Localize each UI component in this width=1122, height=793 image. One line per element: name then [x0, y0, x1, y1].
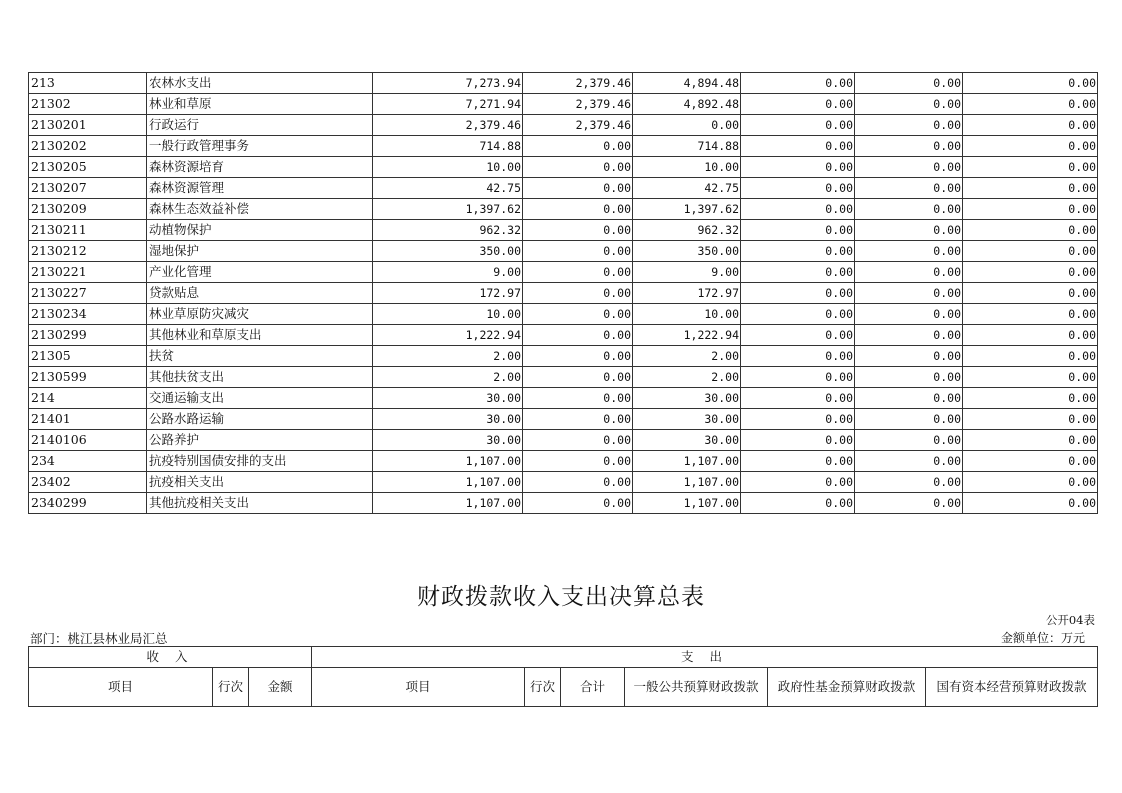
- row-col5: 0.00: [855, 451, 963, 472]
- row-col4: 0.00: [741, 283, 855, 304]
- row-col6: 0.00: [963, 304, 1098, 325]
- row-col6: 0.00: [963, 409, 1098, 430]
- table-row: [29, 346, 1098, 367]
- row-code: 2340299: [29, 493, 147, 514]
- row-col4: 0.00: [741, 493, 855, 514]
- row-col6: 0.00: [963, 73, 1098, 94]
- row-col4: 0.00: [741, 262, 855, 283]
- table-row: [29, 409, 1098, 430]
- col-item-header: 项目: [29, 668, 213, 707]
- row-code: 21302: [29, 94, 147, 115]
- row-col4: 0.00: [741, 199, 855, 220]
- table-row: [29, 157, 1098, 178]
- row-col6: 0.00: [963, 493, 1098, 514]
- row-basic: 0.00: [523, 241, 633, 262]
- table-row: [29, 283, 1098, 304]
- row-project: 1,107.00: [633, 472, 741, 493]
- row-col4: 0.00: [741, 157, 855, 178]
- row-name: 其他扶贫支出: [147, 367, 373, 388]
- row-total: 2,379.46: [373, 115, 523, 136]
- row-col5: 0.00: [855, 157, 963, 178]
- row-project: 172.97: [633, 283, 741, 304]
- row-col5: 0.00: [855, 115, 963, 136]
- row-code: 2130299: [29, 325, 147, 346]
- row-code: 2130201: [29, 115, 147, 136]
- table-row: [29, 451, 1098, 472]
- row-col5: 0.00: [855, 178, 963, 199]
- row-col4: 0.00: [741, 94, 855, 115]
- row-col5: 0.00: [855, 262, 963, 283]
- row-col6: 0.00: [963, 325, 1098, 346]
- table-row: [29, 304, 1098, 325]
- row-col4: 0.00: [741, 409, 855, 430]
- row-total: 30.00: [373, 430, 523, 451]
- row-total: 30.00: [373, 388, 523, 409]
- row-col6: 0.00: [963, 220, 1098, 241]
- table-row: [29, 367, 1098, 388]
- table-row: [29, 94, 1098, 115]
- table-row: [29, 178, 1098, 199]
- row-total: 42.75: [373, 178, 523, 199]
- col-state-capital-header: 国有资本经营预算财政拨款: [926, 668, 1098, 707]
- row-code: 2130207: [29, 178, 147, 199]
- summary-header-table: [28, 646, 1098, 707]
- row-name: 抗疫相关支出: [147, 472, 373, 493]
- row-total: 10.00: [373, 157, 523, 178]
- row-col6: 0.00: [963, 388, 1098, 409]
- table-row: [29, 73, 1098, 94]
- col-total-header: 合计: [561, 668, 625, 707]
- income-header: 收 入: [29, 647, 312, 668]
- row-name: 公路水路运输: [147, 409, 373, 430]
- row-basic: 0.00: [523, 472, 633, 493]
- row-total: 2.00: [373, 346, 523, 367]
- row-project: 10.00: [633, 157, 741, 178]
- row-col6: 0.00: [963, 367, 1098, 388]
- table-row: [29, 241, 1098, 262]
- row-col5: 0.00: [855, 409, 963, 430]
- department-label: 部门：桃江县林业局汇总: [30, 631, 168, 646]
- row-code: 2130599: [29, 367, 147, 388]
- row-col6: 0.00: [963, 346, 1098, 367]
- row-col4: 0.00: [741, 178, 855, 199]
- table-row: [29, 493, 1098, 514]
- row-col5: 0.00: [855, 199, 963, 220]
- row-col5: 0.00: [855, 136, 963, 157]
- row-total: 30.00: [373, 409, 523, 430]
- row-total: 7,271.94: [373, 94, 523, 115]
- row-name: 农林水支出: [147, 73, 373, 94]
- row-code: 2130202: [29, 136, 147, 157]
- row-total: 714.88: [373, 136, 523, 157]
- row-project: 30.00: [633, 430, 741, 451]
- row-project: 350.00: [633, 241, 741, 262]
- row-project: 10.00: [633, 304, 741, 325]
- row-code: 23402: [29, 472, 147, 493]
- row-project: 0.00: [633, 115, 741, 136]
- row-col4: 0.00: [741, 367, 855, 388]
- row-name: 产业化管理: [147, 262, 373, 283]
- row-col4: 0.00: [741, 346, 855, 367]
- row-col5: 0.00: [855, 325, 963, 346]
- row-col6: 0.00: [963, 451, 1098, 472]
- row-basic: 2,379.46: [523, 94, 633, 115]
- row-project: 1,222.94: [633, 325, 741, 346]
- row-basic: 0.00: [523, 367, 633, 388]
- row-total: 7,273.94: [373, 73, 523, 94]
- row-basic: 0.00: [523, 157, 633, 178]
- row-name: 行政运行: [147, 115, 373, 136]
- report-title: 财政拨款收入支出决算总表: [417, 584, 705, 610]
- col-general-budget-header: 一般公共预算财政拨款: [625, 668, 768, 707]
- row-col5: 0.00: [855, 472, 963, 493]
- row-col6: 0.00: [963, 178, 1098, 199]
- expense-header: 支 出: [312, 647, 1098, 668]
- row-project: 2.00: [633, 346, 741, 367]
- row-col5: 0.00: [855, 493, 963, 514]
- row-project: 30.00: [633, 409, 741, 430]
- row-total: 10.00: [373, 304, 523, 325]
- row-project: 30.00: [633, 388, 741, 409]
- row-col6: 0.00: [963, 262, 1098, 283]
- row-col4: 0.00: [741, 220, 855, 241]
- row-total: 962.32: [373, 220, 523, 241]
- row-col4: 0.00: [741, 73, 855, 94]
- row-col5: 0.00: [855, 94, 963, 115]
- row-basic: 0.00: [523, 262, 633, 283]
- row-name: 其他林业和草原支出: [147, 325, 373, 346]
- row-basic: 0.00: [523, 493, 633, 514]
- row-code: 2130212: [29, 241, 147, 262]
- row-col5: 0.00: [855, 283, 963, 304]
- table-row: [29, 325, 1098, 346]
- row-total: 172.97: [373, 283, 523, 304]
- row-basic: 0.00: [523, 388, 633, 409]
- row-col4: 0.00: [741, 304, 855, 325]
- row-basic: 0.00: [523, 451, 633, 472]
- row-code: 21401: [29, 409, 147, 430]
- table-row: [29, 388, 1098, 409]
- col-amount-header: 金额: [249, 668, 312, 707]
- table-row: [29, 220, 1098, 241]
- row-total: 1,107.00: [373, 472, 523, 493]
- row-project: 4,894.48: [633, 73, 741, 94]
- row-total: 9.00: [373, 262, 523, 283]
- row-code: 2130205: [29, 157, 147, 178]
- row-name: 其他抗疫相关支出: [147, 493, 373, 514]
- row-basic: 0.00: [523, 178, 633, 199]
- row-col5: 0.00: [855, 346, 963, 367]
- col-row-header: 行次: [213, 668, 249, 707]
- row-col4: 0.00: [741, 115, 855, 136]
- row-name: 湿地保护: [147, 241, 373, 262]
- row-basic: 0.00: [523, 304, 633, 325]
- row-project: 1,107.00: [633, 451, 741, 472]
- row-basic: 0.00: [523, 136, 633, 157]
- row-col5: 0.00: [855, 73, 963, 94]
- row-col4: 0.00: [741, 451, 855, 472]
- row-basic: 2,379.46: [523, 115, 633, 136]
- row-col6: 0.00: [963, 241, 1098, 262]
- row-project: 4,892.48: [633, 94, 741, 115]
- row-col6: 0.00: [963, 157, 1098, 178]
- row-basic: 2,379.46: [523, 73, 633, 94]
- row-project: 9.00: [633, 262, 741, 283]
- row-col6: 0.00: [963, 472, 1098, 493]
- row-basic: 0.00: [523, 409, 633, 430]
- row-code: 214: [29, 388, 147, 409]
- expense-detail-table: [28, 72, 1098, 514]
- row-col5: 0.00: [855, 220, 963, 241]
- row-project: 962.32: [633, 220, 741, 241]
- table-row: [29, 115, 1098, 136]
- row-code: 21305: [29, 346, 147, 367]
- row-name: 贷款贴息: [147, 283, 373, 304]
- row-total: 1,107.00: [373, 493, 523, 514]
- row-project: 714.88: [633, 136, 741, 157]
- col-row2-header: 行次: [525, 668, 561, 707]
- row-name: 森林资源培育: [147, 157, 373, 178]
- table-code: 公开04表: [1045, 613, 1095, 627]
- row-code: 234: [29, 451, 147, 472]
- row-total: 350.00: [373, 241, 523, 262]
- row-project: 1,107.00: [633, 493, 741, 514]
- table-row: [29, 136, 1098, 157]
- row-name: 林业草原防灾减灾: [147, 304, 373, 325]
- row-col5: 0.00: [855, 430, 963, 451]
- row-code: 2130221: [29, 262, 147, 283]
- row-col5: 0.00: [855, 367, 963, 388]
- row-col6: 0.00: [963, 115, 1098, 136]
- row-project: 1,397.62: [633, 199, 741, 220]
- table-row: [29, 262, 1098, 283]
- row-name: 林业和草原: [147, 94, 373, 115]
- row-basic: 0.00: [523, 430, 633, 451]
- row-col5: 0.00: [855, 304, 963, 325]
- row-code: 213: [29, 73, 147, 94]
- row-col5: 0.00: [855, 241, 963, 262]
- row-total: 1,397.62: [373, 199, 523, 220]
- row-project: 42.75: [633, 178, 741, 199]
- row-col4: 0.00: [741, 136, 855, 157]
- row-name: 抗疫特别国债安排的支出: [147, 451, 373, 472]
- row-col6: 0.00: [963, 430, 1098, 451]
- row-col4: 0.00: [741, 472, 855, 493]
- row-basic: 0.00: [523, 346, 633, 367]
- col-item2-header: 项目: [312, 668, 525, 707]
- row-col6: 0.00: [963, 199, 1098, 220]
- row-code: 2140106: [29, 430, 147, 451]
- row-name: 交通运输支出: [147, 388, 373, 409]
- row-col6: 0.00: [963, 94, 1098, 115]
- row-code: 2130234: [29, 304, 147, 325]
- row-name: 公路养护: [147, 430, 373, 451]
- row-project: 2.00: [633, 367, 741, 388]
- row-col4: 0.00: [741, 325, 855, 346]
- row-total: 1,107.00: [373, 451, 523, 472]
- row-code: 2130209: [29, 199, 147, 220]
- row-name: 扶贫: [147, 346, 373, 367]
- unit-label: 金额单位：万元: [1000, 631, 1085, 645]
- row-col4: 0.00: [741, 388, 855, 409]
- row-col6: 0.00: [963, 136, 1098, 157]
- row-basic: 0.00: [523, 220, 633, 241]
- row-basic: 0.00: [523, 283, 633, 304]
- row-col5: 0.00: [855, 388, 963, 409]
- row-code: 2130227: [29, 283, 147, 304]
- table-row: [29, 472, 1098, 493]
- table-row: [29, 430, 1098, 451]
- row-basic: 0.00: [523, 199, 633, 220]
- row-col4: 0.00: [741, 430, 855, 451]
- row-total: 2.00: [373, 367, 523, 388]
- row-col6: 0.00: [963, 283, 1098, 304]
- table-row: [29, 199, 1098, 220]
- row-code: 2130211: [29, 220, 147, 241]
- row-name: 动植物保护: [147, 220, 373, 241]
- col-fund-budget-header: 政府性基金预算财政拨款: [768, 668, 926, 707]
- row-name: 森林资源管理: [147, 178, 373, 199]
- row-basic: 0.00: [523, 325, 633, 346]
- row-col4: 0.00: [741, 241, 855, 262]
- row-name: 一般行政管理事务: [147, 136, 373, 157]
- row-name: 森林生态效益补偿: [147, 199, 373, 220]
- row-total: 1,222.94: [373, 325, 523, 346]
